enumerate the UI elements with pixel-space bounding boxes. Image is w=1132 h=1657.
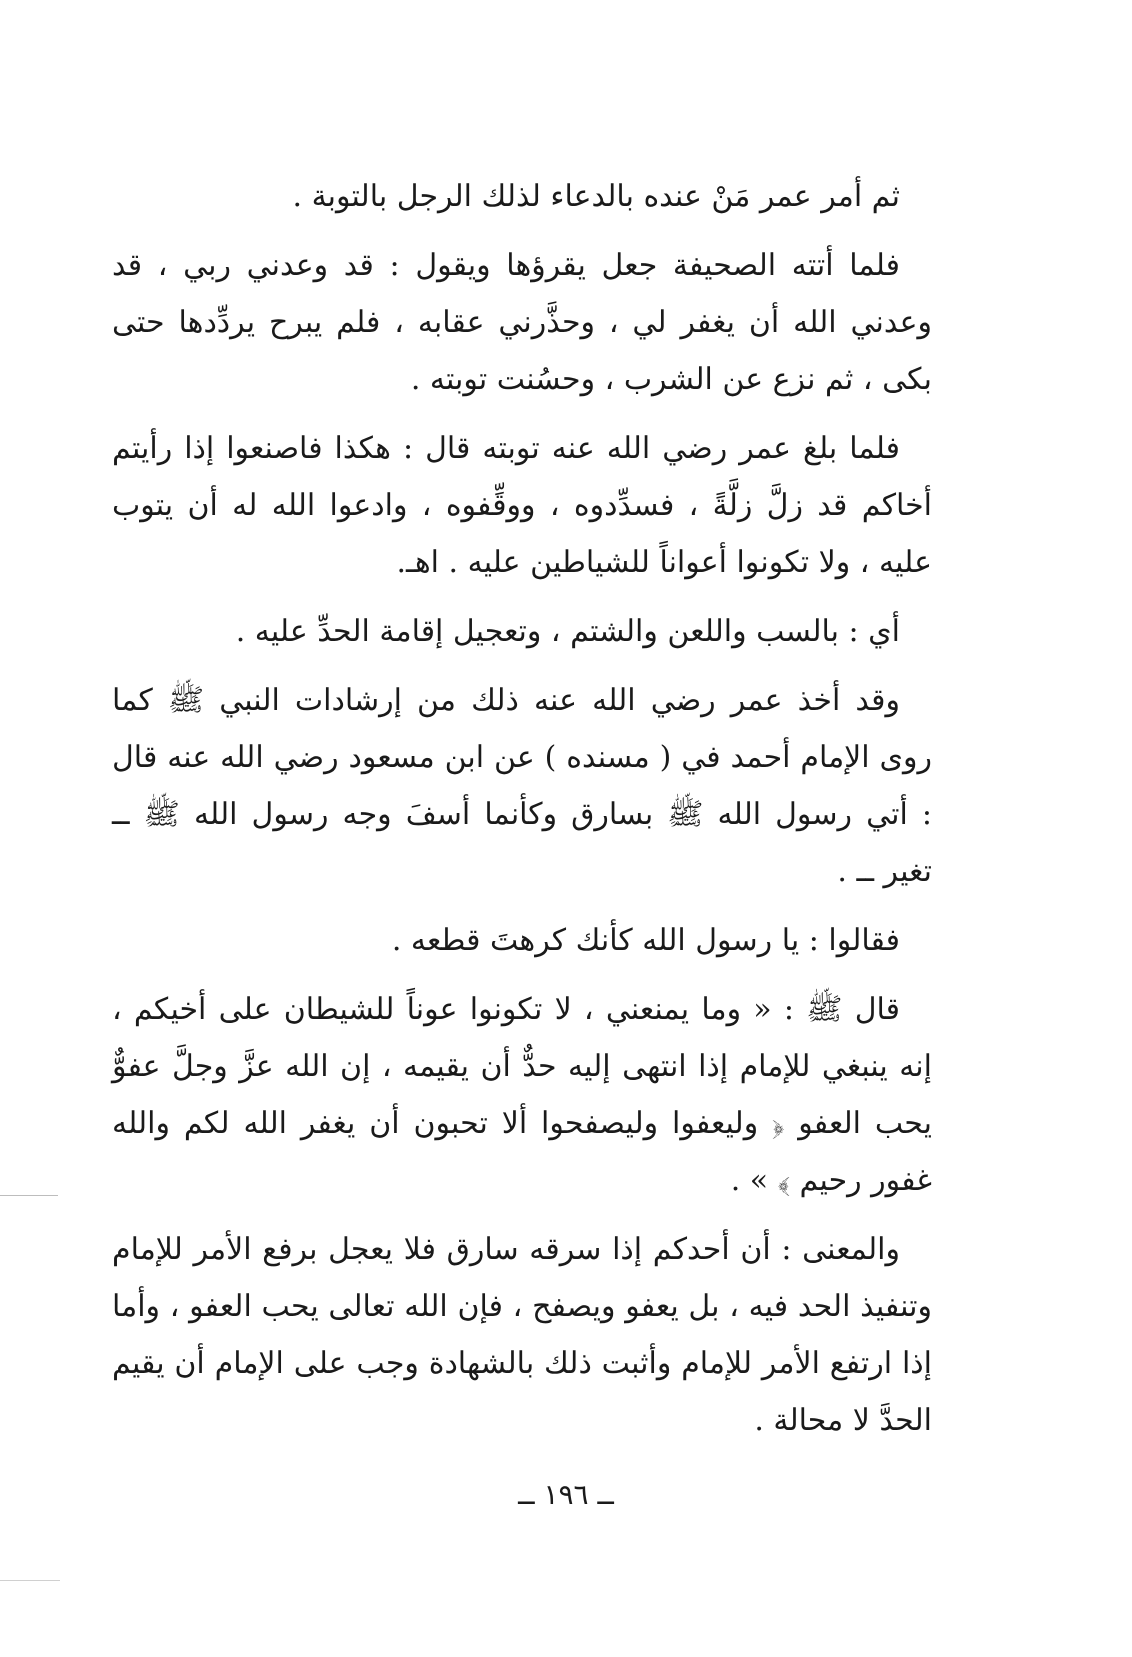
body-text: [112, 168, 932, 1461]
paragraph-3: فلما بلغ عمر رضي الله عنه توبته قال : هكذا فاصنعوا إذا رأيتم أخاكم قد زلَّ زلَّةً ، فسدِّدوه ، ووقِّفوه ، وادعوا الله له أن يتوب عليه ، ولا تكونوا أعواناً للشياطين عليه . اهـ.: [112, 431, 932, 580]
scan-edge-mark: [0, 1195, 58, 1196]
page-number: ــ ١٩٦ ــ: [518, 1478, 614, 1511]
paragraph-2: فلما أتته الصحيفة جعل يقرؤها ويقول : قد وعدني ربي ، قد وعدني الله أن يغفر لي ، وحذَّرني عقابه ، فلم يبرح يردِّدها حتى بكى ، ثم نزع عن الشرب ، وحسُنت توبته .: [112, 248, 932, 397]
paragraph-4: أي : بالسب واللعن والشتم ، وتعجيل إقامة الحدِّ عليه .: [235, 614, 900, 649]
paragraph-8: والمعنى : أن أحدكم إذا سرقه سارق فلا يعجل برفع الأمر للإمام وتنفيذ الحد فيه ، بل يعفو ويصفح ، فإن الله تعالى يحب العفو ، وأما إذا ارتفع الأمر للإمام وأثبت ذلك بالشهادة وجب على الإمام أن يقيم الحدَّ لا محالة .: [112, 1232, 932, 1438]
paragraph-1: ثم أمر عمر مَنْ عنده بالدعاء لذلك الرجل بالتوبة .: [292, 179, 900, 214]
paragraph-7: قال ﷺ : « وما يمنعني ، لا تكونوا عوناً للشيطان على أخيكم ، إنه ينبغي للإمام إذا انتهى إليه حدٌّ أن يقيمه ، إن الله عزَّ وجلَّ عفوٌّ يحب العفو ﴿ وليعفوا وليصفحوا ألا تحبون أن يغفر الله لكم والله غفور رحيم ﴾ » .: [112, 992, 932, 1198]
paragraph-6: فقالوا : يا رسول الله كأنك كرهتَ قطعه .: [391, 923, 900, 958]
paragraph-5: وقد أخذ عمر رضي الله عنه ذلك من إرشادات النبي ﷺ كما روى الإمام أحمد في ( مسنده ) عن ابن مسعود رضي الله عنه قال : أتي رسول الله ﷺ بسارق وكأنما أسفَ وجه رسول الله ﷺ ــ تغير ــ .: [112, 683, 932, 889]
scan-edge-mark: [0, 1580, 60, 1581]
